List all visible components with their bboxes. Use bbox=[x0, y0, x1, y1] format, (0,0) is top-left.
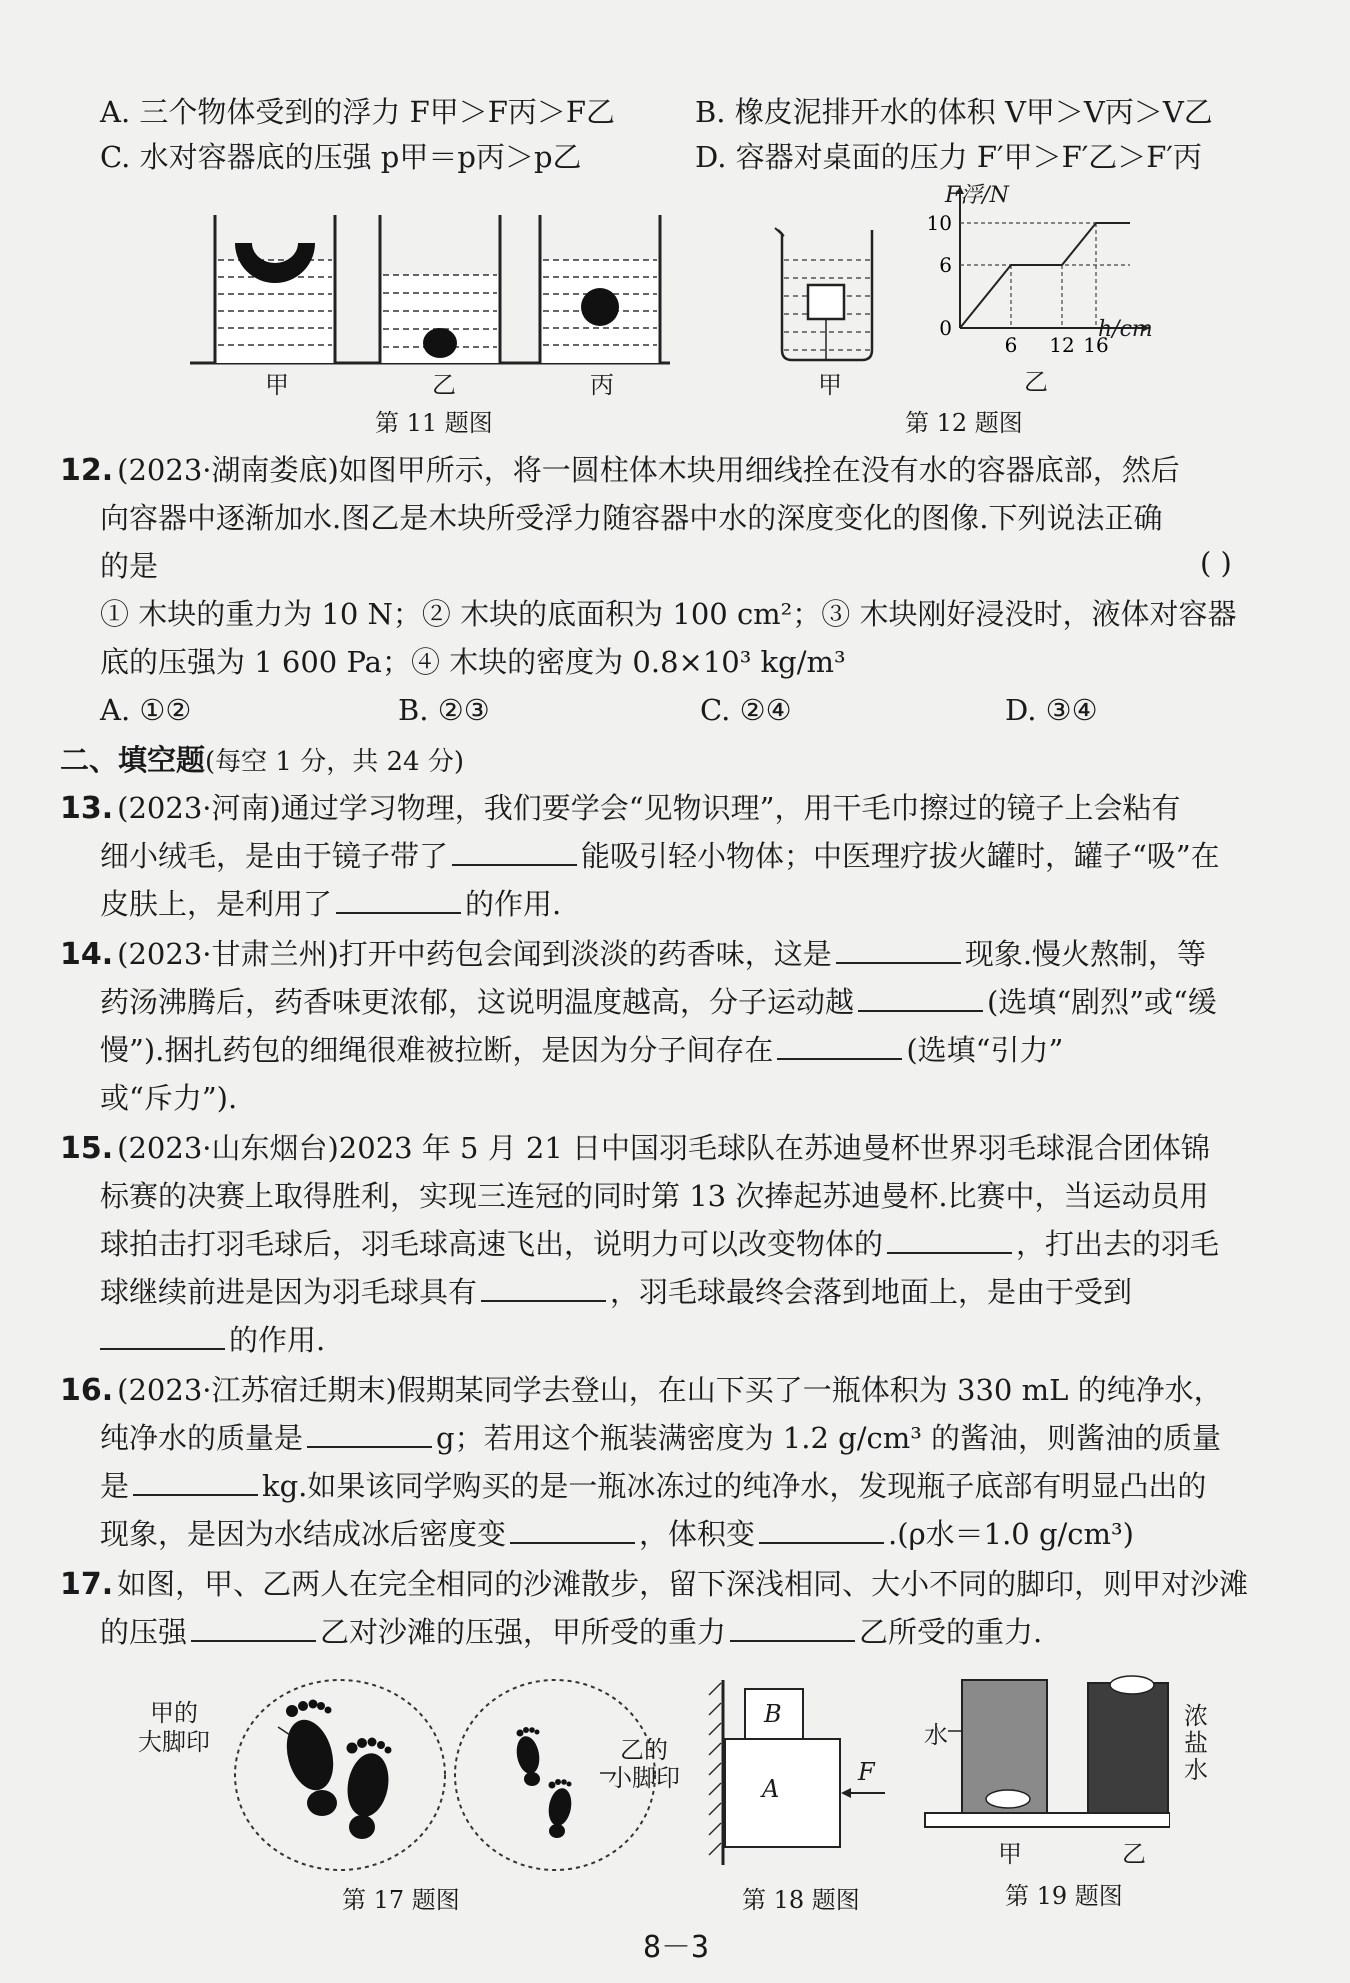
q14-line1: 14. (2023·甘肃兰州)打开中药包会闻到淡淡的药香味，这是 现象.慢火熬制，等 bbox=[60, 937, 1207, 972]
container-bing bbox=[540, 215, 660, 363]
fig12-label-yi: 乙 bbox=[1024, 368, 1048, 396]
q16-line1: 16. (2023·江苏宿迁期末)假期某同学去登山，在山下买了一瓶体积为 330 mL 的纯净水， bbox=[60, 1373, 1223, 1408]
q12-option-d: D. ③④ bbox=[1005, 693, 1098, 727]
fig19-label-brine: 浓 盐 水 bbox=[1184, 1702, 1208, 1784]
q16-blank-4[interactable] bbox=[759, 1516, 884, 1544]
chart-y-tick: 6 bbox=[939, 253, 952, 277]
q17-blank-2[interactable] bbox=[730, 1614, 855, 1642]
chart-y-tick: 10 bbox=[926, 211, 952, 235]
table-surface bbox=[925, 1813, 1170, 1827]
q11-option-d: D. 容器对桌面的压力 F′甲＞F′乙＞F′丙 bbox=[695, 140, 1202, 174]
fig17-label-yi-1: 乙的 bbox=[620, 1736, 668, 1764]
chart-x-tick: 6 bbox=[1004, 333, 1018, 357]
small-footprints bbox=[514, 1727, 574, 1838]
figure-12-beaker bbox=[770, 200, 880, 370]
q13-line2: 细小绒毛，是由于镜子带了 能吸引轻小物体；中医理疗拔火罐时，罐子“吸”在 bbox=[100, 839, 1220, 873]
fig12-caption: 第 12 题图 bbox=[905, 409, 1023, 437]
q13-blank-1[interactable] bbox=[452, 838, 577, 866]
q13-line1: 13. (2023·河南)通过学习物理，我们要学会“见物识理”，用干毛巾擦过的镜子上会粘有 bbox=[60, 791, 1181, 826]
beaker-brine bbox=[1088, 1683, 1168, 1813]
fig18-label-f: F bbox=[858, 1758, 875, 1786]
fig11-label-jia: 甲 bbox=[265, 371, 289, 399]
q12-option-b: B. ②③ bbox=[398, 693, 490, 727]
fig17-label-jia-2: 大脚印 bbox=[138, 1728, 210, 1756]
q14-line3: 慢”).捆扎药包的细绳很难被拉断，是因为分子间存在 (选填“引力” bbox=[100, 1033, 1064, 1067]
q15-blank-1[interactable] bbox=[887, 1226, 1012, 1254]
page-number: 8－3 bbox=[643, 1930, 710, 1965]
q13-line3: 皮肤上，是利用了 的作用. bbox=[100, 887, 562, 921]
q15-line1: 15. (2023·山东烟台)2023 年 5 月 21 日中国羽毛球队在苏迪曼杯世界羽毛球混合团体锦 bbox=[60, 1131, 1211, 1166]
q11-option-c: C. 水对容器底的压强 p甲＝p丙＞p乙 bbox=[100, 140, 582, 174]
q15-line3: 球拍击打羽毛球后，羽毛球高速飞出，说明力可以改变物体的 ，打出去的羽毛 bbox=[100, 1227, 1220, 1261]
fig18-label-a: A bbox=[762, 1775, 780, 1803]
buoyancy-line bbox=[960, 223, 1130, 328]
fig19-caption: 第 19 题图 bbox=[1005, 1882, 1123, 1910]
fig18-label-b: B bbox=[764, 1700, 782, 1728]
fig19-label-jia: 甲 bbox=[998, 1840, 1022, 1868]
q16-line3: 是 kg.如果该同学购买的是一瓶冰冻过的纯净水，发现瓶子底部有明显凸出的 bbox=[100, 1469, 1207, 1503]
q12-answer-paren: ( ) bbox=[1200, 546, 1232, 580]
q12-line5: 底的压强为 1 600 Pa；④ 木块的密度为 0.8×10³ kg/m³ bbox=[100, 645, 846, 679]
q14-line4: 或“斥力”). bbox=[100, 1081, 238, 1115]
fig17-label-yi-2: 小脚印 bbox=[608, 1764, 680, 1792]
q17-line1: 17. 如图，甲、乙两人在完全相同的沙滩散步，留下深浅相同、大小不同的脚印，则甲对沙滩 bbox=[60, 1567, 1249, 1602]
fig11-caption: 第 11 题图 bbox=[375, 409, 493, 437]
q13-blank-2[interactable] bbox=[336, 886, 461, 914]
q11-option-b: B. 橡皮泥排开水的体积 V甲＞V丙＞V乙 bbox=[695, 95, 1213, 129]
q11-option-a: A. 三个物体受到的浮力 F甲＞F丙＞F乙 bbox=[100, 95, 615, 129]
q17-line2: 的压强 乙对沙滩的压强，甲所受的重力 乙所受的重力. bbox=[100, 1615, 1043, 1649]
figure-18 bbox=[705, 1675, 915, 1870]
fig18-caption: 第 18 题图 bbox=[742, 1886, 860, 1914]
q15-line2: 标赛的决赛上取得胜利，实现三连冠的同时第 13 次捧起苏迪曼杯.比赛中，当运动员用 bbox=[100, 1179, 1209, 1213]
chart-y-tick: 0 bbox=[939, 316, 952, 340]
q12-option-a: A. ①② bbox=[100, 693, 192, 727]
q17-blank-1[interactable] bbox=[191, 1614, 316, 1642]
q15-line4: 球继续前进是因为羽毛球具有 ，羽毛球最终会落到地面上，是由于受到 bbox=[100, 1275, 1133, 1309]
egg-yi bbox=[1110, 1676, 1154, 1694]
chart-x-axis-label: h/cm bbox=[1098, 317, 1153, 342]
container-jia bbox=[215, 215, 335, 363]
fig11-label-yi: 乙 bbox=[432, 371, 456, 399]
q16-line4: 现象，是因为水结成冰后密度变 ，体积变 .(ρ水＝1.0 g/cm³) bbox=[100, 1517, 1134, 1551]
q14-blank-1[interactable] bbox=[836, 936, 961, 964]
q14-blank-3[interactable] bbox=[777, 1032, 902, 1060]
q16-blank-1[interactable] bbox=[307, 1420, 432, 1448]
block-a bbox=[725, 1739, 840, 1847]
container-yi bbox=[380, 215, 500, 363]
chart-x-tick: 16 bbox=[1083, 333, 1109, 357]
fig17-label-jia-1: 甲的 bbox=[150, 1699, 198, 1727]
wood-block bbox=[808, 285, 844, 319]
section-2-heading: 二、填空题(每空 1 分，共 24 分) bbox=[60, 743, 464, 777]
q12-line3: 的是 bbox=[100, 549, 159, 583]
fig12-label-jia: 甲 bbox=[818, 371, 842, 399]
q15-blank-3[interactable] bbox=[100, 1322, 225, 1350]
fig17-caption: 第 17 题图 bbox=[342, 1886, 460, 1914]
chart-x-tick: 12 bbox=[1049, 333, 1075, 357]
q14-line2: 药汤沸腾后，药香味更浓郁，这说明温度越高，分子运动越 (选填“剧烈”或“缓 bbox=[100, 985, 1217, 1019]
fig11-label-bing: 丙 bbox=[590, 371, 614, 399]
q16-blank-3[interactable] bbox=[510, 1516, 635, 1544]
fig19-label-yi: 乙 bbox=[1122, 1840, 1146, 1868]
q12-line1: 12. (2023·湖南娄底)如图甲所示，将一圆柱体木块用细线拴在没有水的容器底部，然后 bbox=[60, 453, 1180, 488]
q15-line5: 的作用. bbox=[100, 1320, 325, 1360]
q16-line2: 纯净水的质量是 g；若用这个瓶装满密度为 1.2 g/cm³ 的酱油，则酱油的质量 bbox=[100, 1421, 1222, 1455]
figure-19 bbox=[920, 1675, 1170, 1840]
fig19-label-water: 水 bbox=[924, 1721, 948, 1749]
q16-blank-2[interactable] bbox=[133, 1468, 258, 1496]
q12-line4: ① 木块的重力为 10 N；② 木块的底面积为 100 cm²；③ 木块刚好浸没时，液体对容器 bbox=[100, 597, 1237, 631]
q12-option-c: C. ②④ bbox=[700, 693, 792, 727]
chart-y-axis-label: F浮/N bbox=[945, 183, 1009, 208]
q12-line2: 向容器中逐渐加水.图乙是木块所受浮力随容器中水的深度变化的图像.下列说法正确 bbox=[100, 501, 1163, 535]
q14-blank-2[interactable] bbox=[858, 984, 983, 1012]
big-footprints bbox=[279, 1700, 393, 1840]
egg-jia bbox=[986, 1790, 1030, 1808]
q15-blank-2[interactable] bbox=[481, 1274, 606, 1302]
